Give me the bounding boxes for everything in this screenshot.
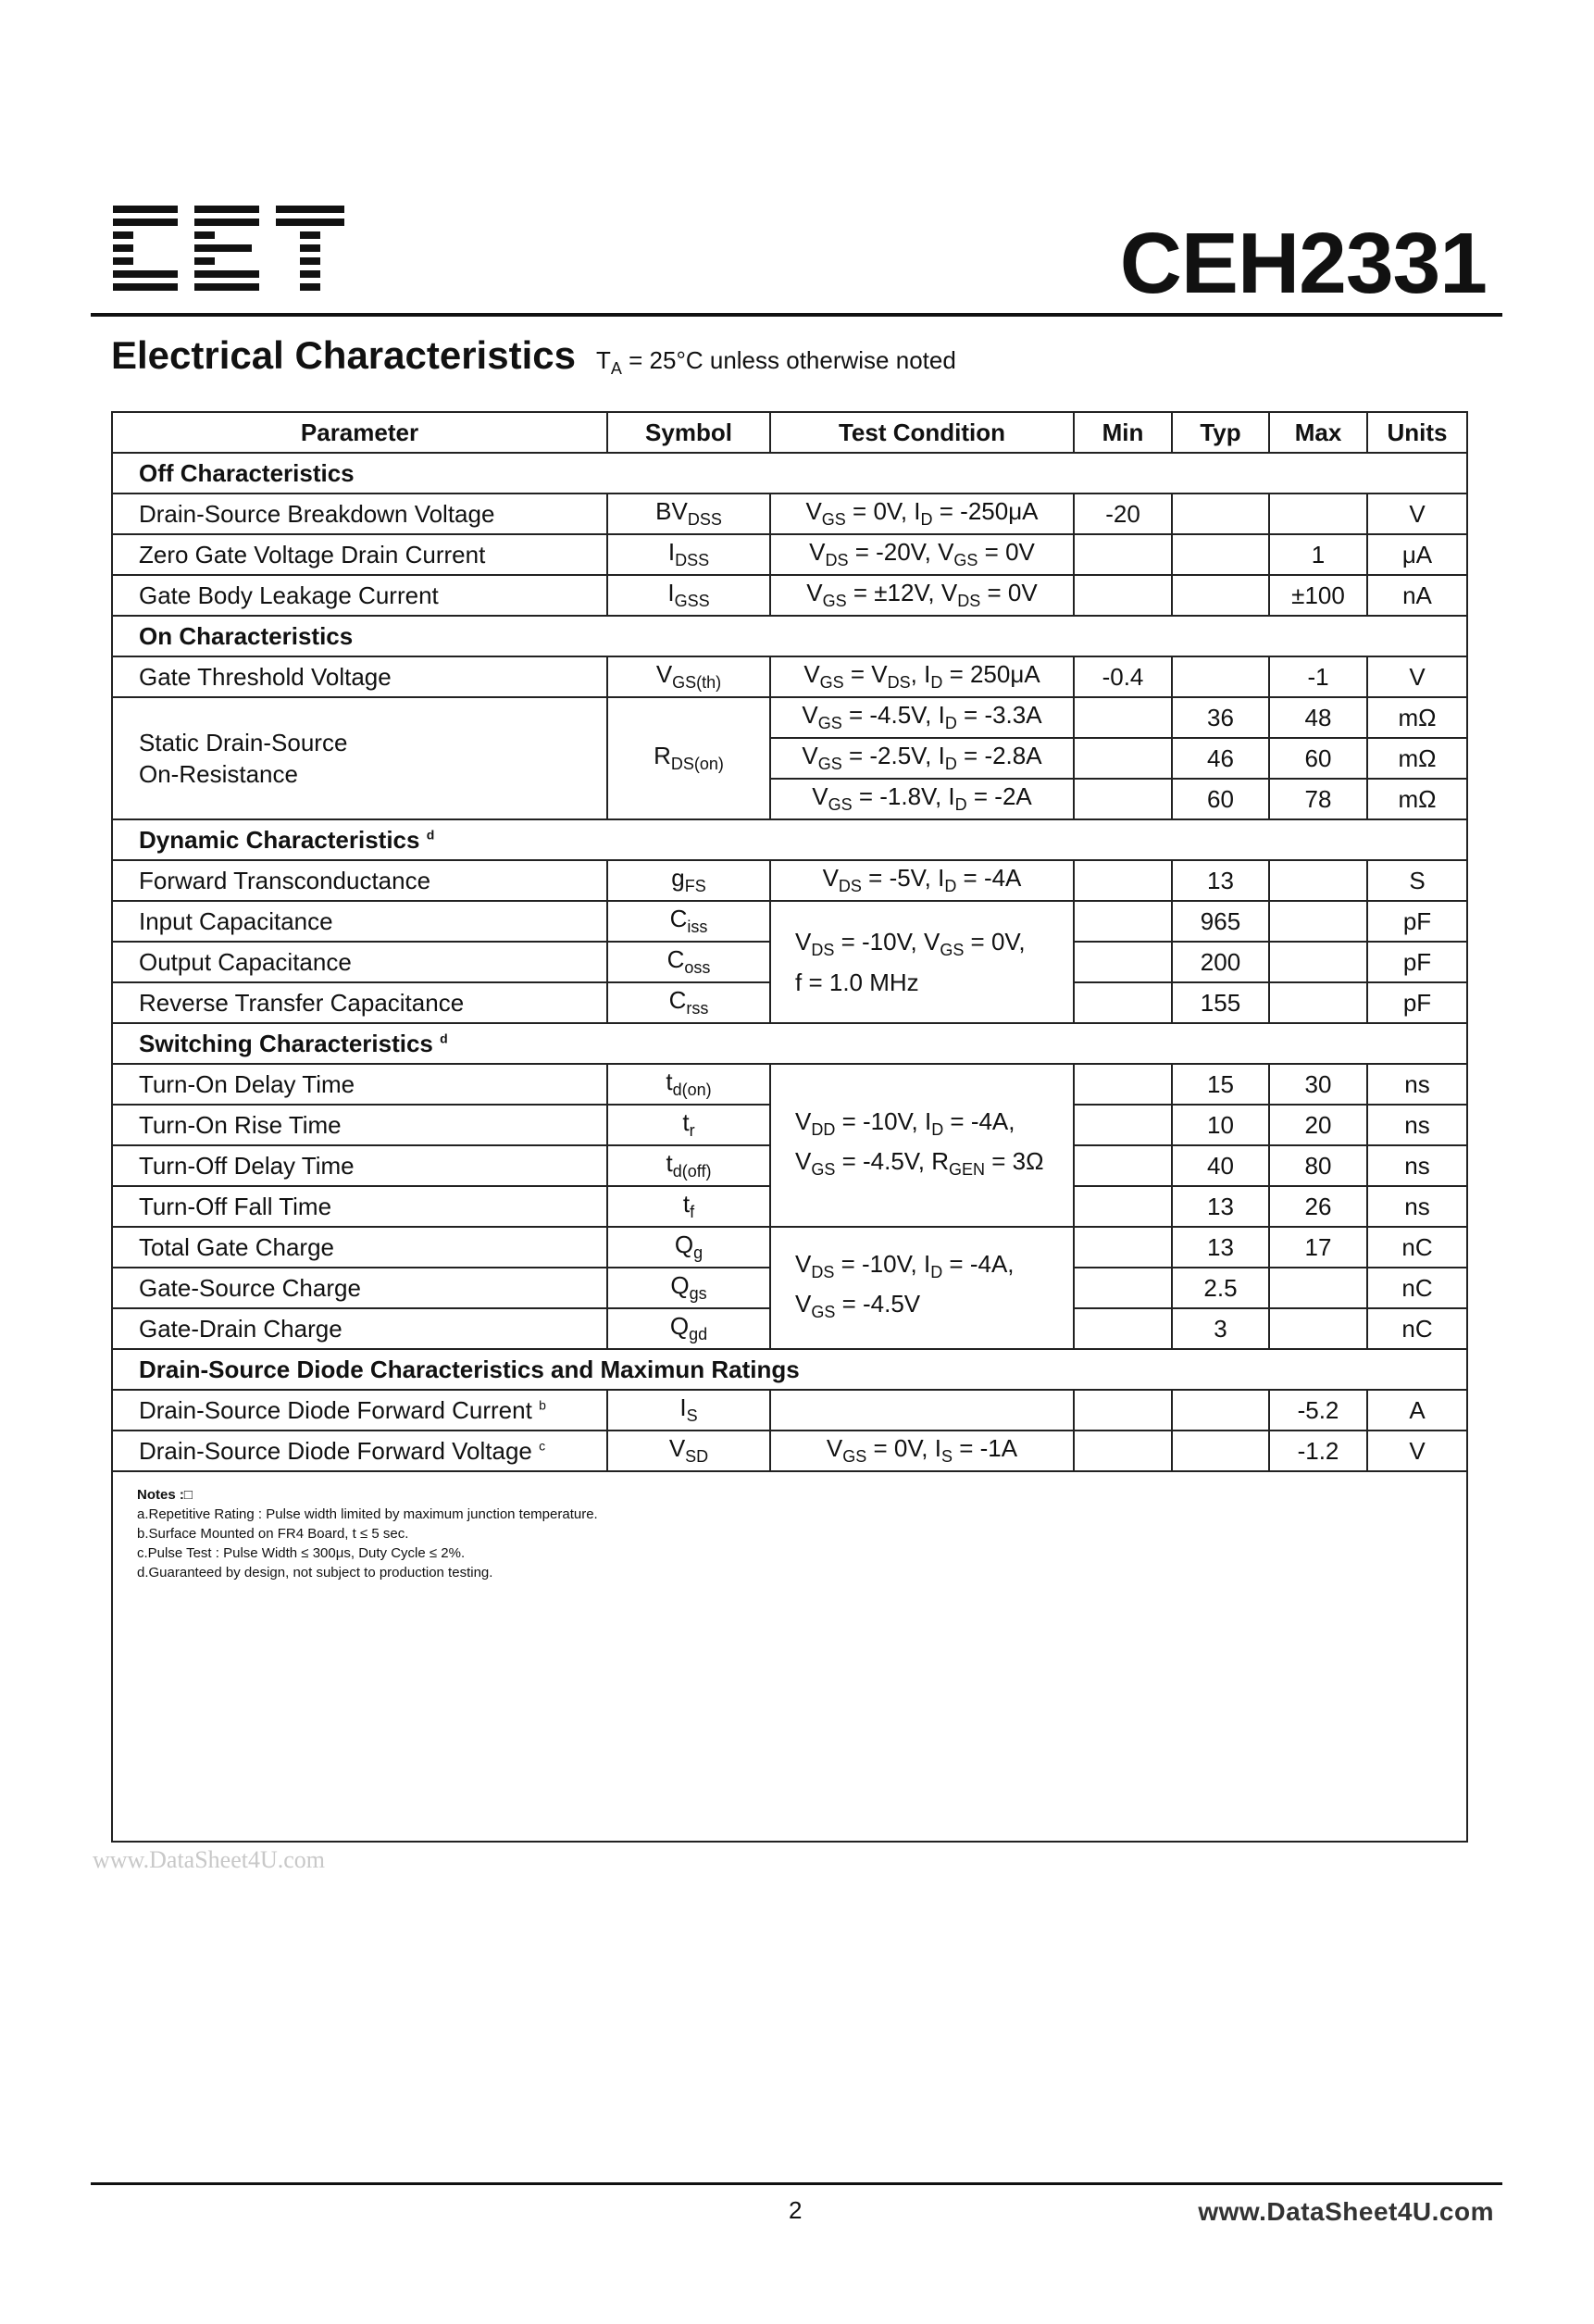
section-heading: On Characteristics	[112, 616, 1467, 656]
sym-sub: DSS	[687, 510, 722, 530]
symbol-cell	[607, 656, 770, 697]
typ-cell	[1172, 1431, 1269, 1471]
typ-cell: 13	[1172, 1227, 1269, 1268]
table-row	[112, 1390, 1467, 1431]
min-cell	[1074, 575, 1172, 616]
symbol-cell	[607, 901, 770, 942]
section-heading: Drain-Source Diode Characteristics and Maximun Ratings	[112, 1349, 1467, 1390]
symbol-cell	[607, 494, 770, 534]
unit-cell: V	[1367, 656, 1467, 697]
param-text: Drain-Source Diode Forward Current	[139, 1395, 532, 1424]
max-cell: 30	[1269, 1064, 1367, 1105]
notes-title: Notes :□	[137, 1487, 193, 1503]
unit-cell: nC	[1367, 1227, 1467, 1268]
param-cell	[112, 1390, 607, 1431]
typ-cell: 965	[1172, 901, 1269, 942]
min-cell	[1074, 1186, 1172, 1227]
unit-cell: pF	[1367, 982, 1467, 1023]
section-row	[112, 819, 1467, 860]
min-cell	[1074, 982, 1172, 1023]
sym-sub: iss	[687, 918, 708, 937]
max-cell: ±100	[1269, 575, 1367, 616]
section-row	[112, 1023, 1467, 1064]
cond-sub: A	[610, 359, 622, 379]
table-row	[112, 534, 1467, 575]
part-number: CEH2331	[1119, 215, 1487, 311]
unit-cell: V	[1367, 494, 1467, 534]
unit-cell: ns	[1367, 1186, 1467, 1227]
footnote-ref: b	[539, 1396, 546, 1412]
max-cell	[1269, 982, 1367, 1023]
max-cell	[1269, 942, 1367, 982]
sym-main: t	[682, 1108, 690, 1137]
company-logo	[113, 206, 344, 296]
max-cell: -1	[1269, 656, 1367, 697]
condition-cell: $V_{DS} = -10V$, $V_{GS} = 0V$, f = 1.0 MHz	[770, 901, 1074, 1023]
section-heading	[112, 819, 1467, 860]
unit-cell: pF	[1367, 901, 1467, 942]
condition-cell: $V_{GS} = 0V$, $I_D = -250\mu A$	[770, 494, 1074, 534]
typ-cell: 13	[1172, 1186, 1269, 1227]
symbol-cell	[607, 1227, 770, 1268]
typ-cell: 3	[1172, 1308, 1269, 1349]
param-cell: Turn-Off Fall Time	[112, 1186, 607, 1227]
sym-sub: gs	[689, 1284, 707, 1304]
max-cell	[1269, 901, 1367, 942]
section-heading	[112, 1023, 1467, 1064]
footnote-ref: d	[426, 826, 435, 842]
footnote-ref: d	[440, 1030, 448, 1045]
sym-sub: SD	[685, 1447, 709, 1467]
unit-cell: mΩ	[1367, 738, 1467, 779]
max-cell: 78	[1269, 779, 1367, 819]
cond-prefix: T	[596, 346, 611, 374]
max-cell: 17	[1269, 1227, 1367, 1268]
min-cell: -20	[1074, 494, 1172, 534]
sym-sub: f	[690, 1203, 695, 1222]
min-cell	[1074, 942, 1172, 982]
section-row	[112, 453, 1467, 494]
note-item: a.Repetitive Rating : Pulse width limited by maximum junction temperature.	[137, 1506, 598, 1522]
condition-cell: $V_{DS} = -5V$, $I_D = -4A$	[770, 860, 1074, 901]
sym-sub: rss	[686, 999, 709, 1018]
unit-cell: mΩ	[1367, 697, 1467, 738]
symbol-cell	[607, 1431, 770, 1471]
col-header: Parameter	[112, 412, 607, 453]
max-cell: 26	[1269, 1186, 1367, 1227]
page-number: 2	[789, 2196, 803, 2224]
section-row	[112, 1349, 1467, 1390]
condition-cell: $V_{GS} = V_{DS}$, $I_D = 250\mu A$	[770, 656, 1074, 697]
sym-sub: GS(th)	[672, 673, 722, 693]
col-header: Test Condition	[770, 412, 1074, 453]
condition-cell: $V_{DD} = -10V$, $I_D = -4A$, $V_{GS} = -4.5V$, $R_{GEN} = 3\Omega$	[770, 1064, 1074, 1227]
sym-main: I	[667, 538, 676, 567]
param-cell: Gate Threshold Voltage	[112, 656, 607, 697]
typ-cell: 13	[1172, 860, 1269, 901]
table-row	[112, 1431, 1467, 1471]
sym-sub: r	[689, 1121, 695, 1141]
sym-main: Q	[674, 1231, 694, 1259]
symbol-cell	[607, 1105, 770, 1145]
note-item: b.Surface Mounted on FR4 Board, t ≤ 5 sec.	[137, 1526, 409, 1542]
param-cell: Turn-On Rise Time	[112, 1105, 607, 1145]
condition-cell: $V_{GS} = 0V$, $I_S = -1A$	[770, 1431, 1074, 1471]
max-cell: 60	[1269, 738, 1367, 779]
min-cell	[1074, 860, 1172, 901]
unit-cell: ns	[1367, 1145, 1467, 1186]
section-title: Electrical Characteristics	[111, 333, 576, 377]
max-cell: 48	[1269, 697, 1367, 738]
unit-cell: mΩ	[1367, 779, 1467, 819]
sym-main: t	[666, 1068, 673, 1096]
param-cell: Turn-On Delay Time	[112, 1064, 607, 1105]
unit-cell: V	[1367, 1431, 1467, 1471]
symbol-cell	[607, 860, 770, 901]
sym-sub: g	[693, 1243, 704, 1263]
sym-sub: S	[686, 1406, 698, 1426]
min-cell	[1074, 1431, 1172, 1471]
typ-cell	[1172, 656, 1269, 697]
min-cell: -0.4	[1074, 656, 1172, 697]
watermark-small: www.DataSheet4U.com	[93, 1846, 326, 1873]
unit-cell: nC	[1367, 1268, 1467, 1308]
param-text: Drain-Source Diode Forward Voltage	[139, 1436, 532, 1465]
min-cell	[1074, 1308, 1172, 1349]
sym-main: C	[669, 905, 688, 933]
col-header: Typ	[1172, 412, 1269, 453]
sym-main: R	[654, 742, 671, 770]
sym-main: C	[668, 986, 687, 1015]
typ-cell: 46	[1172, 738, 1269, 779]
table-row	[112, 1064, 1467, 1105]
param-cell: Input Capacitance	[112, 901, 607, 942]
param-cell: Turn-Off Delay Time	[112, 1145, 607, 1186]
footer-rule	[91, 2182, 1502, 2185]
max-cell	[1269, 1268, 1367, 1308]
table-row	[112, 656, 1467, 697]
max-cell	[1269, 1308, 1367, 1349]
sym-sub: oss	[684, 958, 711, 978]
sym-main: Q	[670, 1271, 690, 1300]
unit-cell: ns	[1367, 1064, 1467, 1105]
cet-logo-graphic	[113, 206, 344, 296]
sym-sub: d(on)	[672, 1081, 712, 1100]
condition-cell: $V_{GS} = -1.8V$, $I_D = -2A$	[770, 779, 1074, 819]
typ-cell: 155	[1172, 982, 1269, 1023]
max-cell: 20	[1269, 1105, 1367, 1145]
max-cell: 80	[1269, 1145, 1367, 1186]
watermark-link[interactable]: www.DataSheet4U.com	[1198, 2197, 1494, 2226]
typ-cell	[1172, 1390, 1269, 1431]
param-cell: Gate-Source Charge	[112, 1268, 607, 1308]
section-heading-text: Dynamic Characteristics	[139, 825, 420, 854]
param-line: On-Resistance	[139, 760, 298, 788]
typ-cell: 15	[1172, 1064, 1269, 1105]
notes-box	[111, 1472, 1468, 1843]
max-cell	[1269, 494, 1367, 534]
typ-cell: 36	[1172, 697, 1269, 738]
notes	[137, 1485, 598, 1582]
min-cell	[1074, 1145, 1172, 1186]
table-row	[112, 697, 1467, 738]
unit-cell: μA	[1367, 534, 1467, 575]
electrical-characteristics-table	[111, 411, 1468, 1472]
min-cell	[1074, 1227, 1172, 1268]
table-row	[112, 860, 1467, 901]
unit-cell: ns	[1367, 1105, 1467, 1145]
sym-main: g	[671, 864, 685, 893]
param-cell: Total Gate Charge	[112, 1227, 607, 1268]
min-cell	[1074, 697, 1172, 738]
sym-main: t	[682, 1190, 691, 1218]
table-row	[112, 575, 1467, 616]
condition-cell: $V_{GS} = -2.5V$, $I_D = -2.8A$	[770, 738, 1074, 779]
max-cell	[1269, 860, 1367, 901]
sym-main: V	[668, 1434, 686, 1463]
typ-cell: 2.5	[1172, 1268, 1269, 1308]
symbol-cell	[607, 575, 770, 616]
unit-cell: S	[1367, 860, 1467, 901]
param-cell: Gate-Drain Charge	[112, 1308, 607, 1349]
unit-cell: nC	[1367, 1308, 1467, 1349]
param-cell	[112, 697, 607, 819]
min-cell	[1074, 534, 1172, 575]
symbol-cell	[607, 982, 770, 1023]
header-rule	[91, 313, 1502, 317]
table-row	[112, 494, 1467, 534]
param-cell: Zero Gate Voltage Drain Current	[112, 534, 607, 575]
section-heading-text: Switching Characteristics	[139, 1029, 433, 1057]
max-cell: -1.2	[1269, 1431, 1367, 1471]
param-cell: Drain-Source Breakdown Voltage	[112, 494, 607, 534]
max-cell: 1	[1269, 534, 1367, 575]
typ-cell: 40	[1172, 1145, 1269, 1186]
min-cell	[1074, 1390, 1172, 1431]
param-cell: Reverse Transfer Capacitance	[112, 982, 607, 1023]
footnote-ref: c	[539, 1437, 546, 1453]
sym-sub: d(off)	[672, 1162, 712, 1181]
min-cell	[1074, 738, 1172, 779]
unit-cell: A	[1367, 1390, 1467, 1431]
min-cell	[1074, 901, 1172, 942]
sym-main: BV	[655, 497, 688, 526]
unit-cell: nA	[1367, 575, 1467, 616]
sym-main: Q	[669, 1312, 690, 1341]
unit-cell: pF	[1367, 942, 1467, 982]
min-cell	[1074, 779, 1172, 819]
min-cell	[1074, 1105, 1172, 1145]
param-cell: Output Capacitance	[112, 942, 607, 982]
param-cell: Gate Body Leakage Current	[112, 575, 607, 616]
condition-cell: $V_{DS} = -20V$, $V_{GS} = 0V$	[770, 534, 1074, 575]
symbol-cell	[607, 1308, 770, 1349]
col-header: Symbol	[607, 412, 770, 453]
section-row	[112, 616, 1467, 656]
typ-cell: 200	[1172, 942, 1269, 982]
sym-main: C	[666, 945, 685, 974]
col-header: Min	[1074, 412, 1172, 453]
symbol-cell	[607, 1064, 770, 1105]
col-header: Max	[1269, 412, 1367, 453]
sym-main: V	[655, 660, 673, 689]
sym-main: I	[667, 579, 675, 607]
typ-cell	[1172, 575, 1269, 616]
sym-main: t	[666, 1149, 673, 1178]
sym-sub: gd	[689, 1325, 708, 1344]
typ-cell: 10	[1172, 1105, 1269, 1145]
symbol-cell	[607, 1390, 770, 1431]
table-row	[112, 901, 1467, 942]
param-cell	[112, 1431, 607, 1471]
symbol-cell	[607, 942, 770, 982]
section-condition	[596, 346, 956, 379]
max-cell: -5.2	[1269, 1390, 1367, 1431]
sym-main: I	[679, 1393, 687, 1422]
typ-cell	[1172, 534, 1269, 575]
condition-cell: $V_{DS} = -10V$, $I_D = -4A$, $V_{GS} = -4.5V$	[770, 1227, 1074, 1349]
note-item: d.Guaranteed by design, not subject to production testing.	[137, 1565, 493, 1581]
col-header: Units	[1367, 412, 1467, 453]
param-line: Static Drain-Source	[139, 729, 348, 756]
sym-sub: DS(on)	[670, 755, 724, 774]
symbol-cell	[607, 534, 770, 575]
sym-sub: GSS	[674, 592, 710, 611]
note-item: c.Pulse Test : Pulse Width ≤ 300μs, Duty Cycle ≤ 2%.	[137, 1545, 466, 1561]
sym-sub: DSS	[675, 551, 710, 570]
min-cell	[1074, 1064, 1172, 1105]
condition-cell: $V_{GS} = \pm 12V$, $V_{DS} = 0V$	[770, 575, 1074, 616]
condition-cell	[770, 1390, 1074, 1431]
table-row	[112, 1227, 1467, 1268]
typ-cell	[1172, 494, 1269, 534]
typ-cell: 60	[1172, 779, 1269, 819]
cond-suffix: = 25°C unless otherwise noted	[621, 346, 956, 374]
symbol-cell	[607, 1268, 770, 1308]
symbol-cell	[607, 1186, 770, 1227]
param-cell: Forward Transconductance	[112, 860, 607, 901]
sym-sub: FS	[684, 877, 706, 896]
section-heading: Off Characteristics	[112, 453, 1467, 494]
symbol-cell	[607, 697, 770, 819]
min-cell	[1074, 1268, 1172, 1308]
symbol-cell	[607, 1145, 770, 1186]
table-header-row	[112, 412, 1467, 453]
condition-cell: $V_{GS} = -4.5V$, $I_D = -3.3A$	[770, 697, 1074, 738]
